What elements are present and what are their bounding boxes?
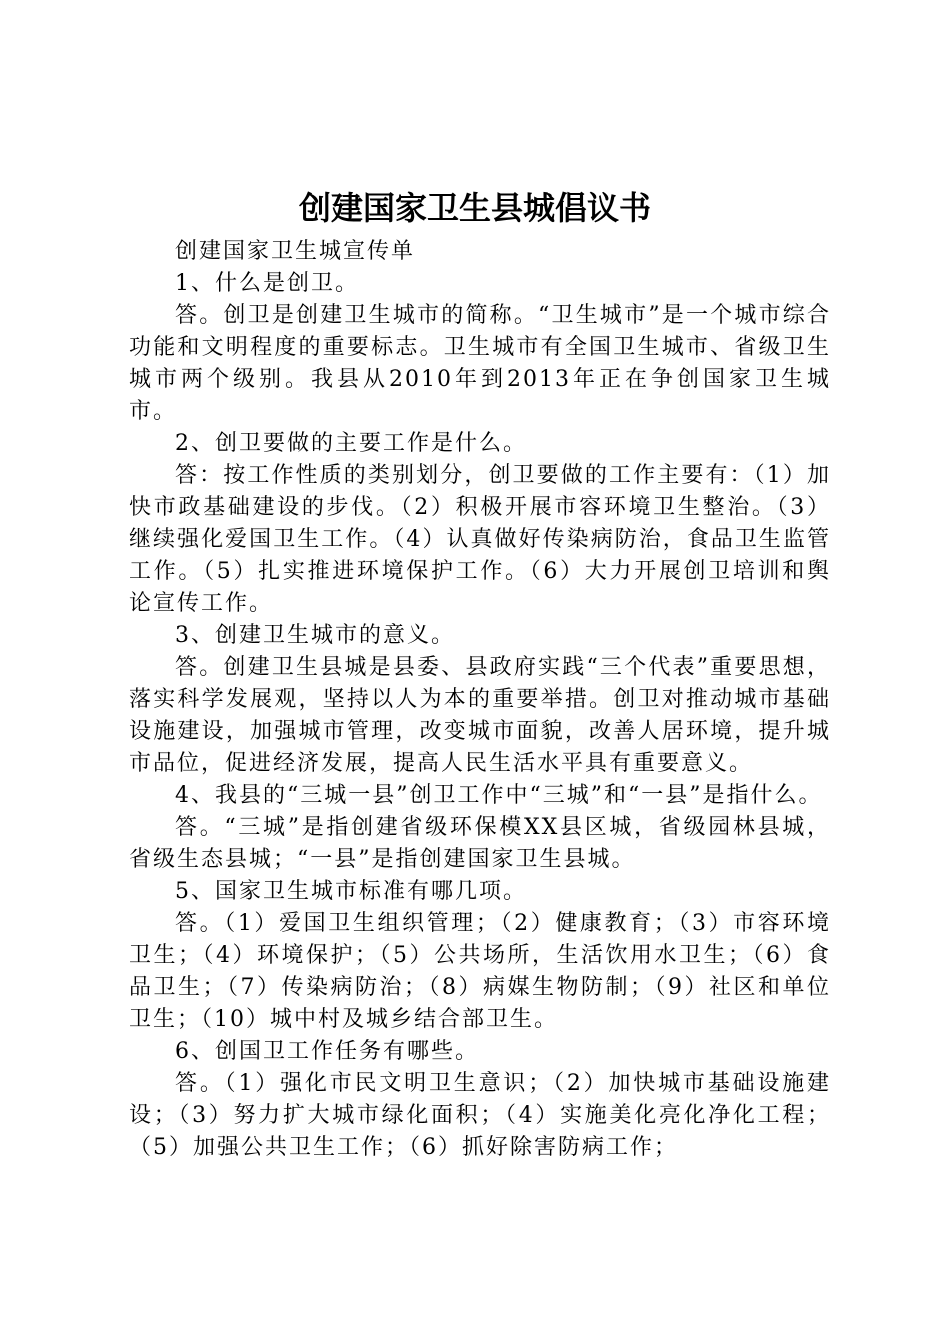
paragraph: 6、创国卫工作任务有哪些。 bbox=[175, 1039, 479, 1064]
paragraph: 创建国家卫生城宣传单 bbox=[175, 239, 416, 264]
paragraph: 4、我县的“三城一县”创卫工作中“三城”和“一县”是指什么。 bbox=[175, 783, 823, 808]
paragraph: 5、国家卫生城市标准有哪几项。 bbox=[175, 879, 527, 904]
paragraph: 答。（1）强化市民文明卫生意识；（2）加快城市基础设施建设；（3）努力扩大城市绿化面积；（4）实施美化亮化净化工程；（5）加强公共卫生工作；（6）抓好除害防病工作； bbox=[129, 1071, 831, 1160]
paragraph: 2、创卫要做的主要工作是什么。 bbox=[175, 431, 527, 456]
paragraph: 1、什么是创卫。 bbox=[175, 271, 359, 296]
paragraph: 答。（1）爱国卫生组织管理；（2）健康教育；（3）市容环境卫生；（4）环境保护；（5）公共场所，生活饮用水卫生；（6）食品卫生；（7）传染病防治；（8）病媒生物防制；（9）社区和单位卫生；（10）城中村及城乡结合部卫生。 bbox=[129, 911, 831, 1032]
paragraph: 3、创建卫生城市的意义。 bbox=[175, 623, 455, 648]
paragraph: 答。创建卫生县城是县委、县政府实践“三个代表”重要思想，落实科学发展观，坚持以人为本的重要举措。创卫对推动城市基础设施建设，加强城市管理，改变城市面貌，改善人居环境，提升城市品位，促进经济发展，提高人民生活水平具有重要意义。 bbox=[129, 655, 831, 776]
document-body bbox=[129, 236, 831, 1164]
document-title: 创建国家卫生县城倡议书 bbox=[298, 189, 651, 227]
paragraph: 答：按工作性质的类别划分，创卫要做的工作主要有：（1）加快市政基础建设的步伐。（2）积极开展市容环境卫生整治。（3）继续强化爱国卫生工作。（4）认真做好传染病防治，食品卫生监管工作。（5）扎实推进环境保护工作。（6）大力开展创卫培训和舆论宣传工作。 bbox=[129, 463, 831, 616]
paragraph: 答。创卫是创建卫生城市的简称。“卫生城市”是一个城市综合功能和文明程度的重要标志。卫生城市有全国卫生城市、省级卫生城市两个级别。我县从2010年到2013年正在争创国家卫生城市。 bbox=[129, 303, 831, 424]
paragraph: 答。“三城”是指创建省级环保模XX县区城，省级园林县城，省级生态县城；“一县”是指创建国家卫生县城。 bbox=[129, 815, 831, 872]
